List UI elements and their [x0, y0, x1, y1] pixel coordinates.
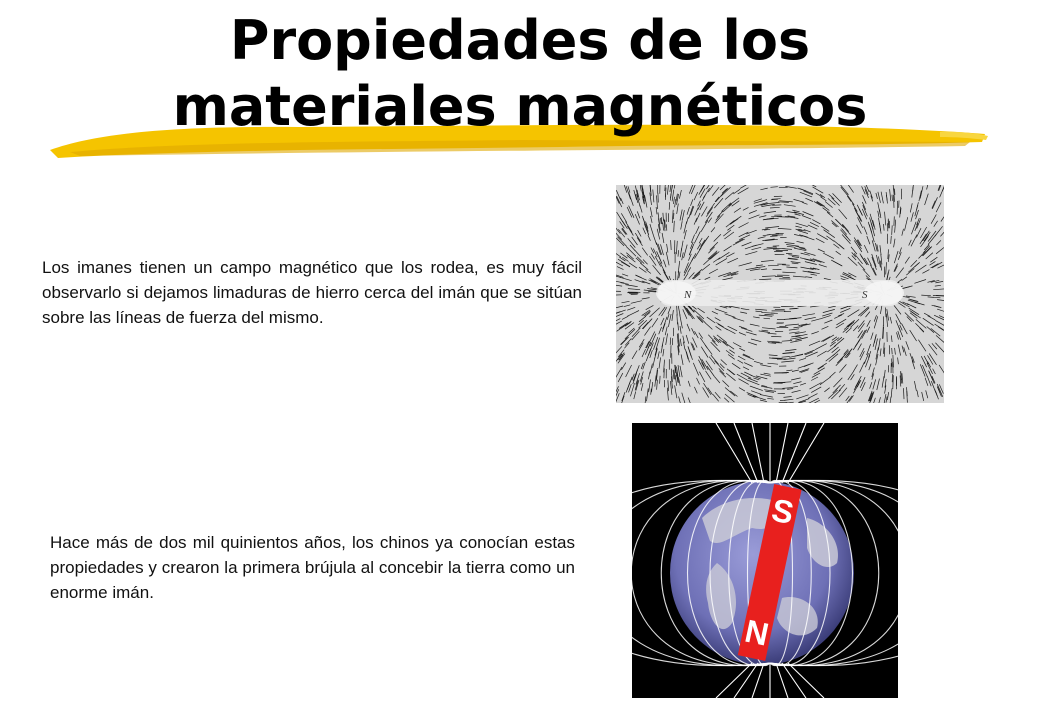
title-line-1: Propiedades de los: [229, 9, 811, 72]
iron-filing-stroke: [904, 388, 905, 399]
paragraph-chinese-compass: Hace más de dos mil quinientos años, los chinos ya conocían estas propiedades y crearon la primera brújula al concebir la tierra como un enorme imán.: [50, 533, 575, 602]
iron-filings-image: [616, 185, 944, 403]
iron-filing-stroke: [894, 195, 895, 208]
iron-filing-stroke: [770, 236, 777, 237]
magnet-n-label: N: [741, 612, 772, 653]
iron-filing-stroke: [892, 225, 893, 235]
filings-n-label: N: [684, 289, 692, 301]
earth-magnet-image: [632, 423, 898, 698]
iron-filing-stroke: [768, 265, 779, 266]
iron-filing-stroke: [670, 338, 671, 345]
iron-filing-stroke: [660, 376, 661, 384]
iron-filing-stroke: [893, 375, 894, 389]
iron-filing-stroke: [928, 297, 934, 298]
iron-filing-stroke: [892, 348, 893, 354]
iron-filing-stroke: [897, 201, 898, 215]
paragraph-magnetic-field: Los imanes tienen un campo magnético que los rodea, es muy fácil observarlo si dejamos limaduras de hierro cerca del imán que se sitúan sobre las líneas de fuerza del mismo.: [42, 258, 582, 327]
iron-filing-stroke: [673, 213, 674, 219]
title-line-2: materiales magnéticos: [172, 75, 868, 138]
iron-filing-stroke: [786, 253, 792, 254]
filings-s-label: S: [862, 289, 868, 301]
magnet-s-label: S: [768, 491, 797, 532]
slide-title: [0, 8, 1040, 140]
